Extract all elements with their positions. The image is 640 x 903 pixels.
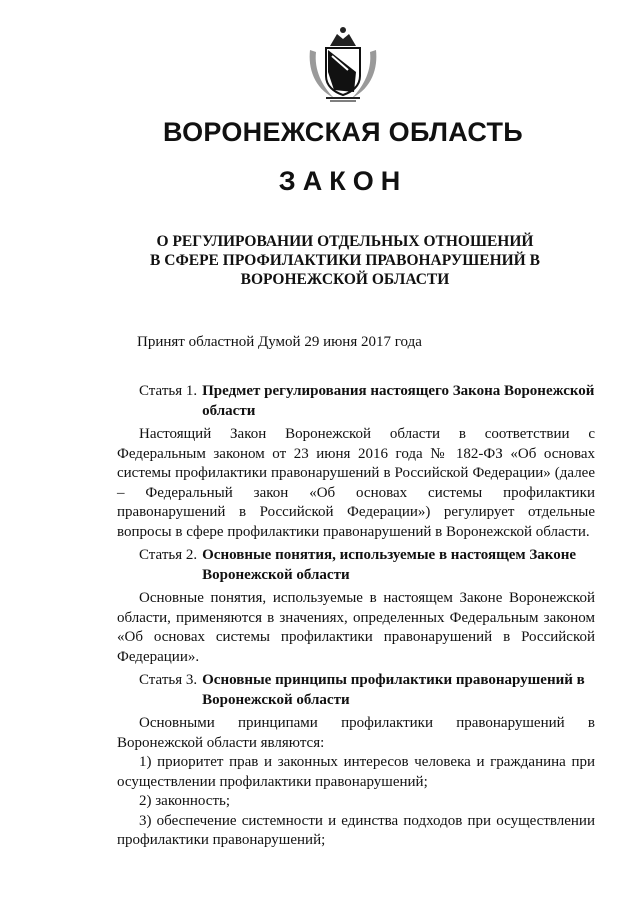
article-title: Основные понятия, используемые в настоящем Законе Воронежской области: [202, 547, 577, 583]
article-number: Статья 3.: [139, 672, 198, 688]
list-item: 1) приоритет прав и законных интересов человека и гражданина при осуществлении профилактики правонарушений;: [117, 754, 595, 790]
article-3: [117, 671, 595, 851]
law-title: О РЕГУЛИРОВАНИИ ОТДЕЛЬНЫХ ОТНОШЕНИЙ В СФЕРЕ ПРОФИЛАКТИКИ ПРАВОНАРУШЕНИЙ В ВОРОНЕЖСКОЙ ОБЛАСТИ: [150, 233, 540, 288]
article-heading: [117, 546, 595, 585]
article-paragraph: Основные понятия, используемые в настоящем Законе Воронежской области, применяются в значениях, определенных Федеральным законом «Об основах системы профилактики правонарушений в Российской Федерации».: [117, 590, 595, 665]
article-paragraph: Основными принципами профилактики правонарушений в Воронежской области являются:: [117, 715, 595, 751]
document-type: ЗАКОН: [278, 166, 408, 196]
region-name: ВОРОНЕЖСКАЯ ОБЛАСТЬ: [162, 117, 524, 147]
article-number: Статья 1.: [139, 383, 198, 399]
list-item: 3) обеспечение системности и единства подходов при осуществлении профилактики правонарушений;: [117, 812, 595, 848]
voronezh-coat-of-arms-icon: [304, 22, 382, 104]
law-body: [117, 382, 595, 851]
article-title: Предмет регулирования настоящего Закона Воронежской области: [202, 383, 595, 419]
article-heading: [117, 671, 595, 710]
article-1: [117, 382, 595, 542]
list-item: 2) законность;: [139, 793, 231, 809]
article-title: Основные принципы профилактики правонарушений в Воронежской области: [202, 672, 585, 708]
article-heading: [117, 382, 595, 421]
article-paragraph: Настоящий Закон Воронежской области в соответствии с Федеральным законом от 23 июня 2016 года № 182-ФЗ «Об основах системы профилактики правонарушений в Российской Федерации» (далее – Федеральный закон «Об основах системы профилактики правонарушений в Российской Федерации») регулирует отдельные вопросы в сфере профилактики правонарушений в Воронежской области.: [117, 426, 595, 540]
adoption-note: Принят областной Думой 29 июня 2017 года: [137, 334, 422, 350]
article-number: Статья 2.: [139, 547, 198, 563]
article-2: [117, 546, 595, 667]
